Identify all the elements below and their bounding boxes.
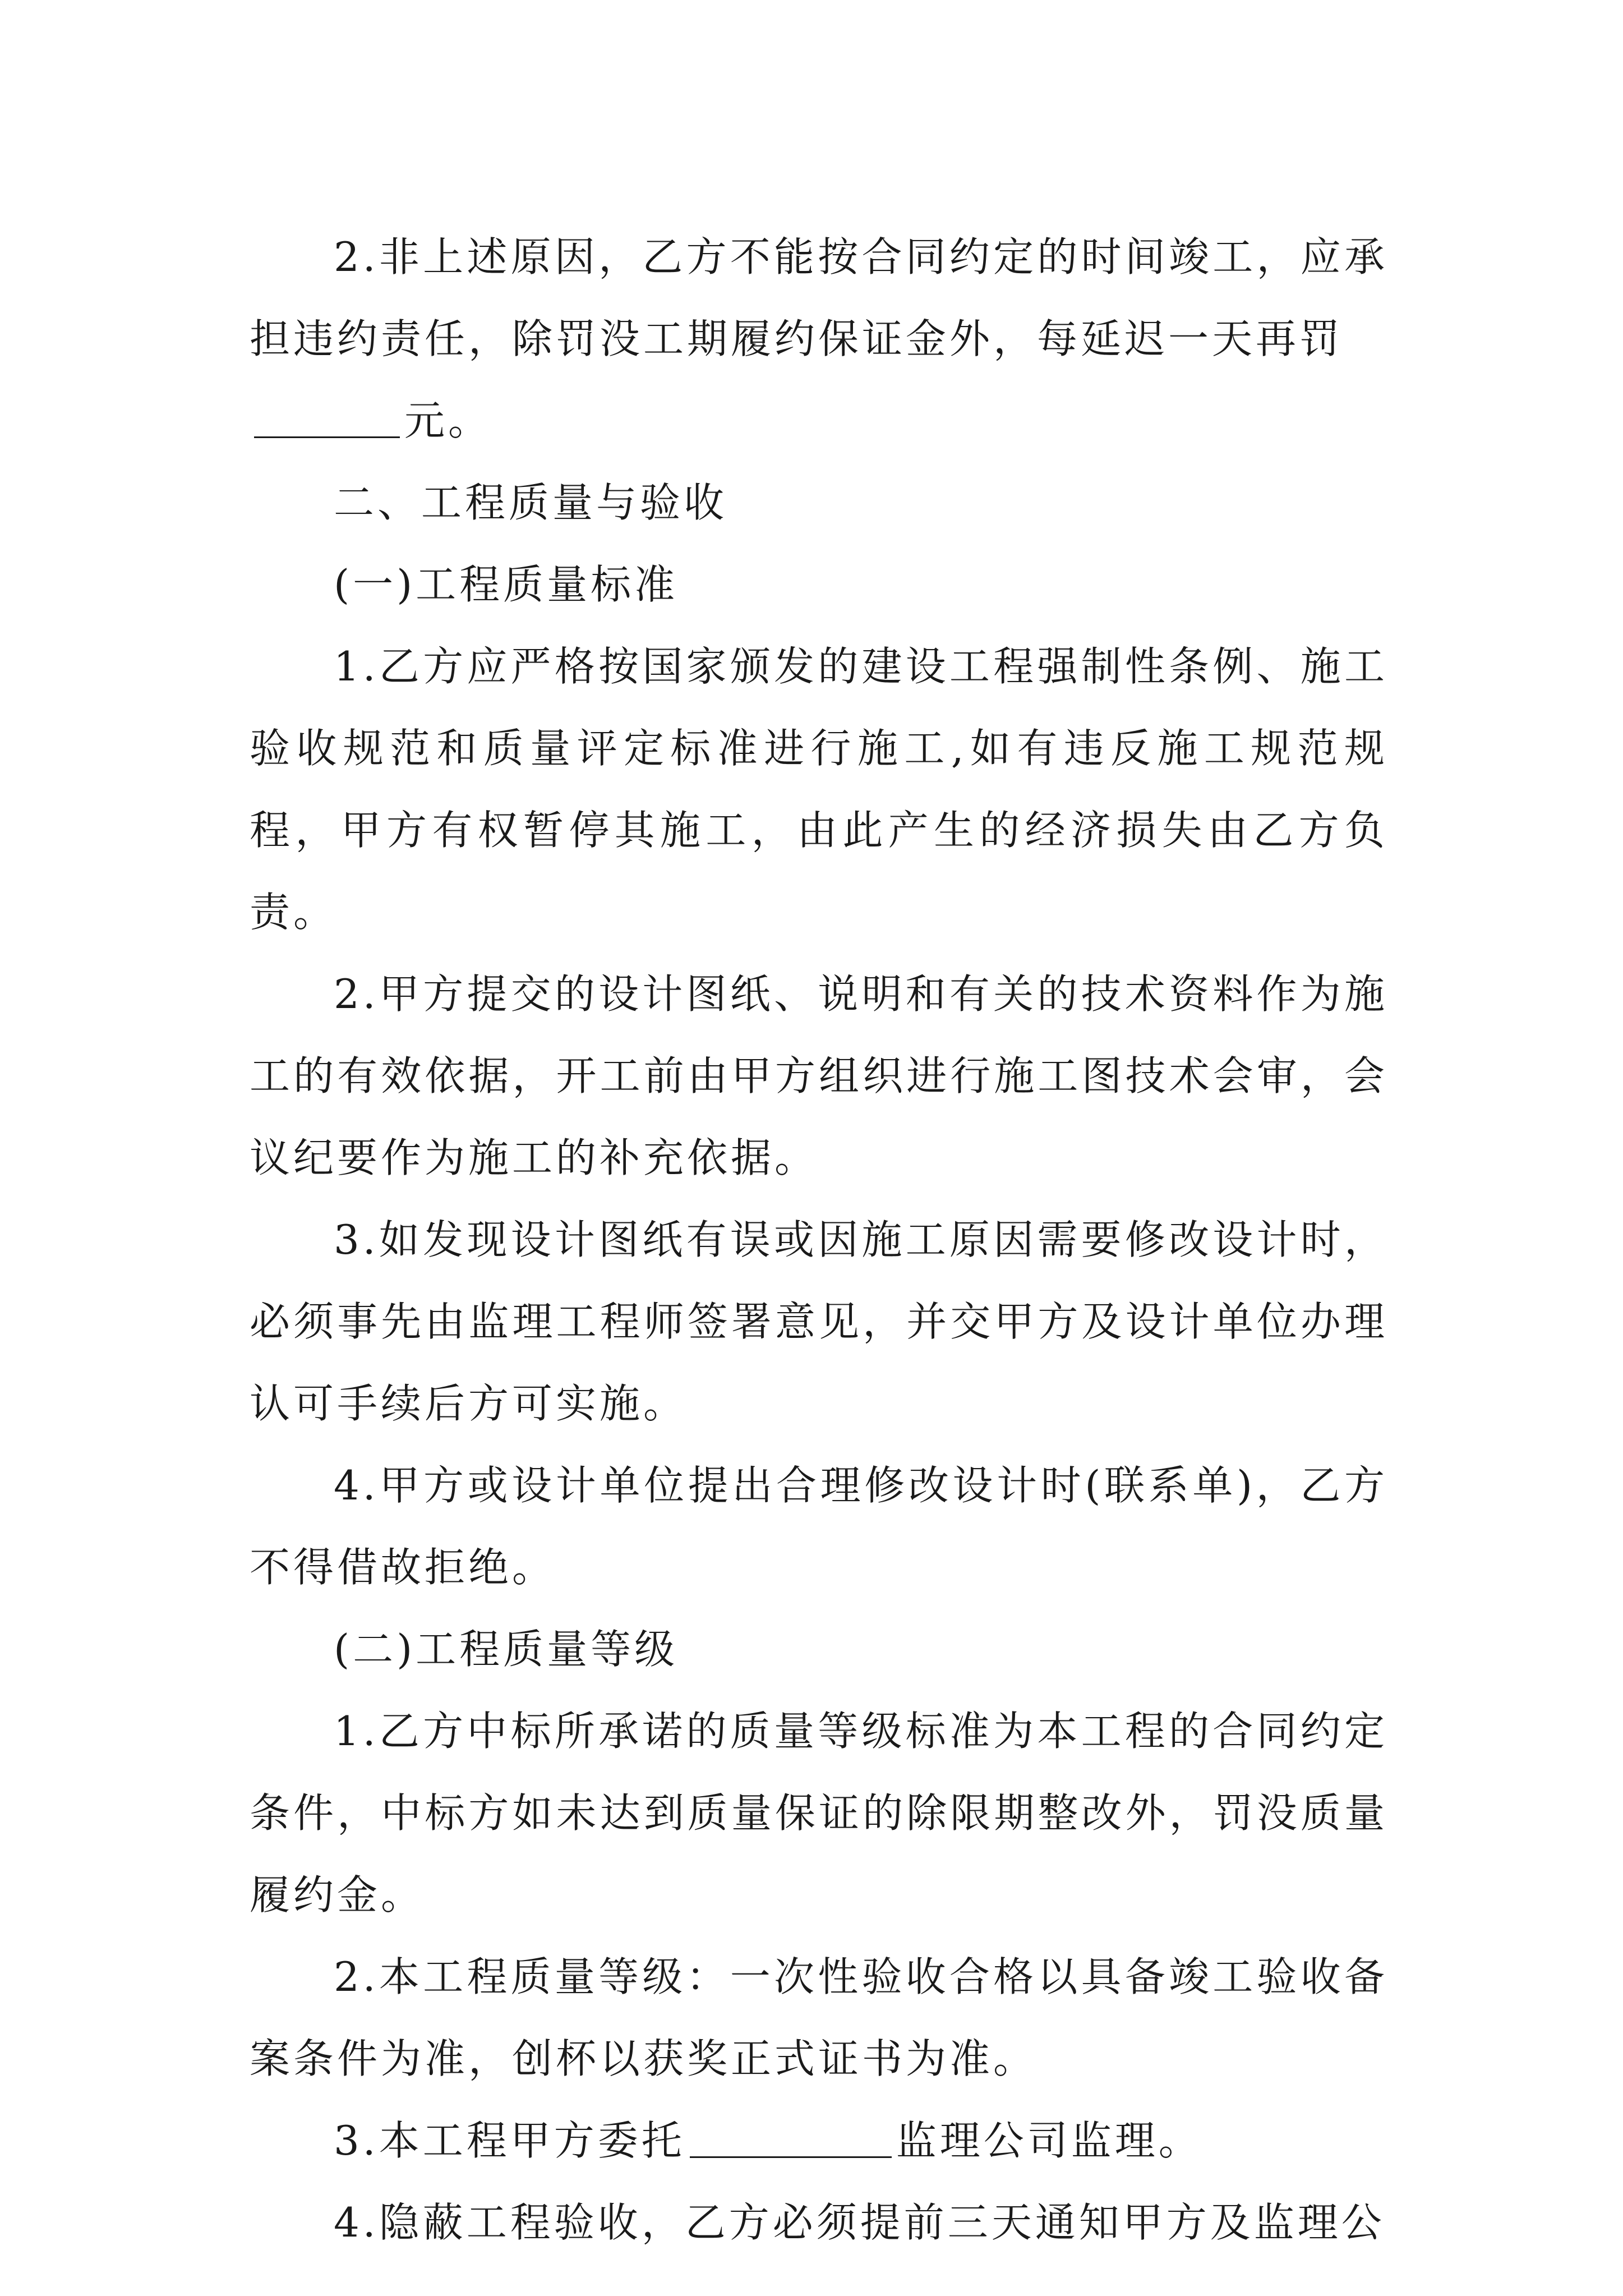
paragraph-text: 3.本工程甲方委托 bbox=[334, 2117, 685, 2164]
fill-in-blank[interactable] bbox=[690, 2117, 892, 2158]
paragraph: 2.本工程质量等级：一次性验收合格以具备竣工验收备案条件为准，创杯以获奖正式证书为准。 bbox=[250, 1953, 1388, 2082]
paragraph: 4.甲方或设计单位提出合理修改设计时(联系单)，乙方不得借故拒绝。 bbox=[250, 1462, 1388, 1591]
section-heading: 二、工程质量与验收 bbox=[334, 479, 728, 526]
subsection-heading: (二)工程质量等级 bbox=[334, 1626, 679, 1673]
document-body bbox=[250, 216, 1388, 2263]
fill-in-blank[interactable] bbox=[254, 397, 400, 438]
paragraph-text: 监理公司监理。 bbox=[896, 2117, 1202, 2164]
paragraph-text: 2.非上述原因，乙方不能按合同约定的时间竣工，应承 bbox=[334, 233, 1388, 280]
paragraph-text: 元。 bbox=[404, 397, 492, 444]
paragraph: 1.乙方中标所承诺的质量等级标准为本工程的合同约定条件，中标方如未达到质量保证的除限期整改外，罚没质量履约金。 bbox=[250, 1708, 1388, 1918]
paragraph-supervision bbox=[250, 2100, 1388, 2182]
paragraph: 2.甲方提交的设计图纸、说明和有关的技术资料作为施工的有效依据，开工前由甲方组织进行施工图技术会审，会议纪要作为施工的补充依据。 bbox=[250, 970, 1388, 1181]
subsection-heading: (一)工程质量标准 bbox=[334, 561, 679, 608]
paragraph: 4.隐蔽工程验收，乙方必须提前三天通知甲方及监理公 bbox=[334, 2199, 1385, 2246]
paragraph-penalty-amount bbox=[250, 380, 1388, 462]
paragraph: 3.如发现设计图纸有误或因施工原因需要修改设计时，必须事先由监理工程师签署意见，并交甲方及设计单位办理认可手续后方可实施。 bbox=[250, 1216, 1388, 1427]
paragraph-text: 担违约责任，除罚没工期履约保证金外，每延迟一天再罚 bbox=[250, 315, 1344, 362]
paragraph-delay-penalty bbox=[250, 216, 1388, 380]
paragraph: 1.乙方应严格按国家颁发的建设工程强制性条例、施工验收规范和质量评定标准进行施工,如有违反施工规范规程，甲方有权暂停其施工，由此产生的经济损失由乙方负责。 bbox=[250, 643, 1388, 936]
